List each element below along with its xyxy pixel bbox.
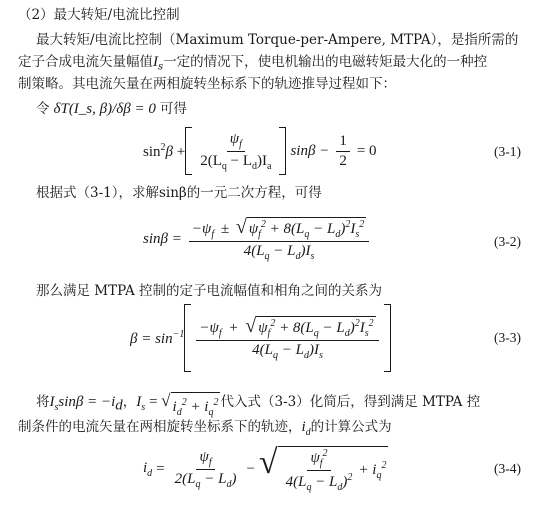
sub: q <box>221 160 227 172</box>
psi: ψ <box>199 448 209 465</box>
sqrt-icon: √ <box>258 443 278 481</box>
psi: ψ <box>310 449 320 466</box>
d2: − L <box>269 242 296 259</box>
intro-equation-line <box>36 100 187 118</box>
sub: f <box>239 138 242 150</box>
denominator <box>172 470 240 490</box>
radical <box>258 443 389 493</box>
text-run: 一定的情况下，使电机输出的电磁转矩最大化的一种控 <box>163 54 488 70</box>
numerator <box>189 217 369 242</box>
r3: − L <box>318 319 345 336</box>
r2: + 8(L <box>269 220 305 237</box>
left-bracket <box>184 304 191 372</box>
right-bracket <box>384 304 391 372</box>
r2: + 8(L <box>279 319 314 336</box>
r5: I <box>359 319 365 336</box>
paragraph-line <box>18 418 392 442</box>
equation-number: (3-4) <box>494 461 521 476</box>
eq-rhs: = 0 <box>356 142 377 159</box>
eq-after: sinβ − <box>290 142 330 159</box>
sub: s <box>355 228 360 240</box>
d1: 4(L <box>285 473 307 490</box>
fraction <box>196 316 378 361</box>
text-run: 将 <box>36 394 50 410</box>
numerator <box>196 316 378 341</box>
sqrt-icon: √ <box>235 215 247 238</box>
sub: s <box>310 250 315 262</box>
equation-number: (3-1) <box>494 144 521 159</box>
inner-fraction <box>283 448 356 493</box>
radicand: $\psi_f^2 + 8(L_q - L_d)^2I_s^2$ <box>258 317 374 339</box>
sub: d <box>147 467 153 479</box>
eq-lhs <box>143 460 152 479</box>
d3: )I <box>257 152 268 169</box>
fraction <box>172 449 240 490</box>
sub: q <box>306 481 312 493</box>
radicand-tail: + $i_q^2$ <box>358 459 387 481</box>
r3: − L <box>309 220 336 237</box>
pm: ± <box>220 220 230 237</box>
sub: s <box>364 327 369 339</box>
d2: − L <box>226 152 253 169</box>
text-run: 代入式（3-3）化简后，得到满足 MTPA 控 <box>220 394 481 410</box>
d2: − L <box>311 473 338 490</box>
fraction-half <box>336 133 350 170</box>
sub: f <box>218 327 222 339</box>
section-heading: （2）最大转矩/电流比控制 <box>18 7 180 23</box>
paragraph-line: 那么满足 MTPA 控制的定子电流幅值和相角之间的关系为 <box>36 283 383 299</box>
denominator: $4(L_q - L_d)^2$ <box>285 471 353 493</box>
sin-text: sin <box>143 143 161 160</box>
text-run: 可得 <box>159 101 187 117</box>
sub: f <box>267 327 271 339</box>
r4: ) <box>340 220 346 237</box>
paragraph-line: 根据式（3-1），求解sinβ的一元二次方程，可得 <box>36 185 322 201</box>
psi: ψ <box>229 130 240 147</box>
variable: $I_s$ <box>136 394 146 413</box>
numerator: 1 <box>336 133 350 152</box>
plus: + <box>228 319 239 336</box>
sub: q <box>313 327 319 339</box>
left-bracket <box>185 127 192 175</box>
sub: q <box>264 250 270 262</box>
equation-number: (3-3) <box>494 330 521 345</box>
subscript: s <box>158 61 164 73</box>
d1: 2(L <box>200 152 222 169</box>
sub: f <box>211 228 215 240</box>
text-run: 令 <box>36 101 50 117</box>
numerator: $\psi_f^2$ <box>307 448 330 471</box>
paragraph-line <box>18 53 487 77</box>
equation-3-1 <box>143 127 377 175</box>
sub: q <box>195 478 201 490</box>
sub: q <box>376 469 382 481</box>
sub: f <box>258 228 261 240</box>
sub: d <box>344 327 350 339</box>
sub: f <box>319 457 323 469</box>
sub: s <box>318 349 323 361</box>
radical <box>236 217 366 240</box>
d3: )I <box>308 341 319 358</box>
right-bracket <box>279 127 286 175</box>
equation-3-3 <box>130 304 391 372</box>
minus: − <box>246 460 255 477</box>
d3: )I <box>300 242 311 259</box>
sub: d <box>252 160 258 172</box>
equation-number: (3-2) <box>494 234 521 249</box>
lhs: β = sin <box>130 330 173 347</box>
denominator <box>241 242 318 262</box>
radicand: $i_d^2 + i_q^2$ <box>171 392 221 422</box>
lhs: i <box>143 459 148 476</box>
eq-lhs <box>130 329 184 348</box>
eq-lhs: $\sin^2\beta$ + <box>143 141 186 160</box>
sqrt-icon: √ <box>161 391 171 410</box>
sqrt-icon: √ <box>245 314 257 337</box>
variable: I <box>153 54 158 70</box>
denominator <box>197 152 274 172</box>
eq-lhs: sinβ = <box>143 230 182 247</box>
text-run: 定子合成电流矢量幅值 <box>18 54 153 70</box>
inline-math: = <box>145 394 162 410</box>
sub: a <box>267 160 272 172</box>
r1: ψ <box>248 220 259 237</box>
text-run: 的计算公式为 <box>310 419 392 435</box>
d2: − L <box>277 341 304 358</box>
fraction <box>197 131 274 172</box>
n1: −ψ <box>191 220 212 237</box>
variable: $i_d$ <box>301 419 311 438</box>
sub: d <box>295 250 301 262</box>
d2: − L <box>200 470 227 487</box>
paragraph-line: 制策略。其电流矢量在两相旋转坐标系下的轨迹推导过程如下： <box>18 76 396 92</box>
numerator <box>196 449 214 470</box>
radicand: $\psi_f^2 + 8(L_q - L_d)^2I_s^2$ <box>248 218 365 240</box>
plus: + i <box>358 461 377 478</box>
sub: q <box>304 228 310 240</box>
text-run: 制条件的电流矢量在两相旋转坐标系下的轨迹， <box>18 419 302 435</box>
sub: d <box>226 478 232 490</box>
d1: 2(L <box>174 470 196 487</box>
sub: d <box>303 349 309 361</box>
text-run: ， <box>122 394 137 410</box>
fraction <box>189 217 369 262</box>
d3: ) <box>342 473 348 490</box>
d3: ) <box>231 470 237 487</box>
variable: $I_s$ <box>49 394 59 413</box>
r4: ) <box>349 319 355 336</box>
d1: 4(L <box>252 341 273 358</box>
sub: d <box>335 228 341 240</box>
paragraph-line: 最大转矩/电流比控制（Maximum Torque-per-Ampere, MTPA），是指所需的 <box>36 32 519 48</box>
equation-3-2 <box>143 207 372 271</box>
radicand <box>278 446 389 493</box>
r1: ψ <box>258 319 268 336</box>
d1: 4(L <box>243 242 265 259</box>
subscript: d <box>115 397 123 414</box>
inline-math: δT(I_s, β)/δβ = 0 <box>53 101 156 117</box>
r5: I <box>350 220 356 237</box>
denominator <box>249 341 326 361</box>
inv: −1 <box>172 328 185 340</box>
sub: f <box>208 456 212 468</box>
inline-math: sinβ = −i <box>58 394 116 410</box>
radical <box>245 316 375 339</box>
denominator: 2 <box>339 152 347 169</box>
equation-3-4 <box>143 441 388 497</box>
numerator <box>227 131 245 152</box>
sub: d <box>337 481 343 493</box>
equals: = <box>156 460 165 477</box>
n1: −ψ <box>199 319 219 336</box>
sub: q <box>272 349 278 361</box>
